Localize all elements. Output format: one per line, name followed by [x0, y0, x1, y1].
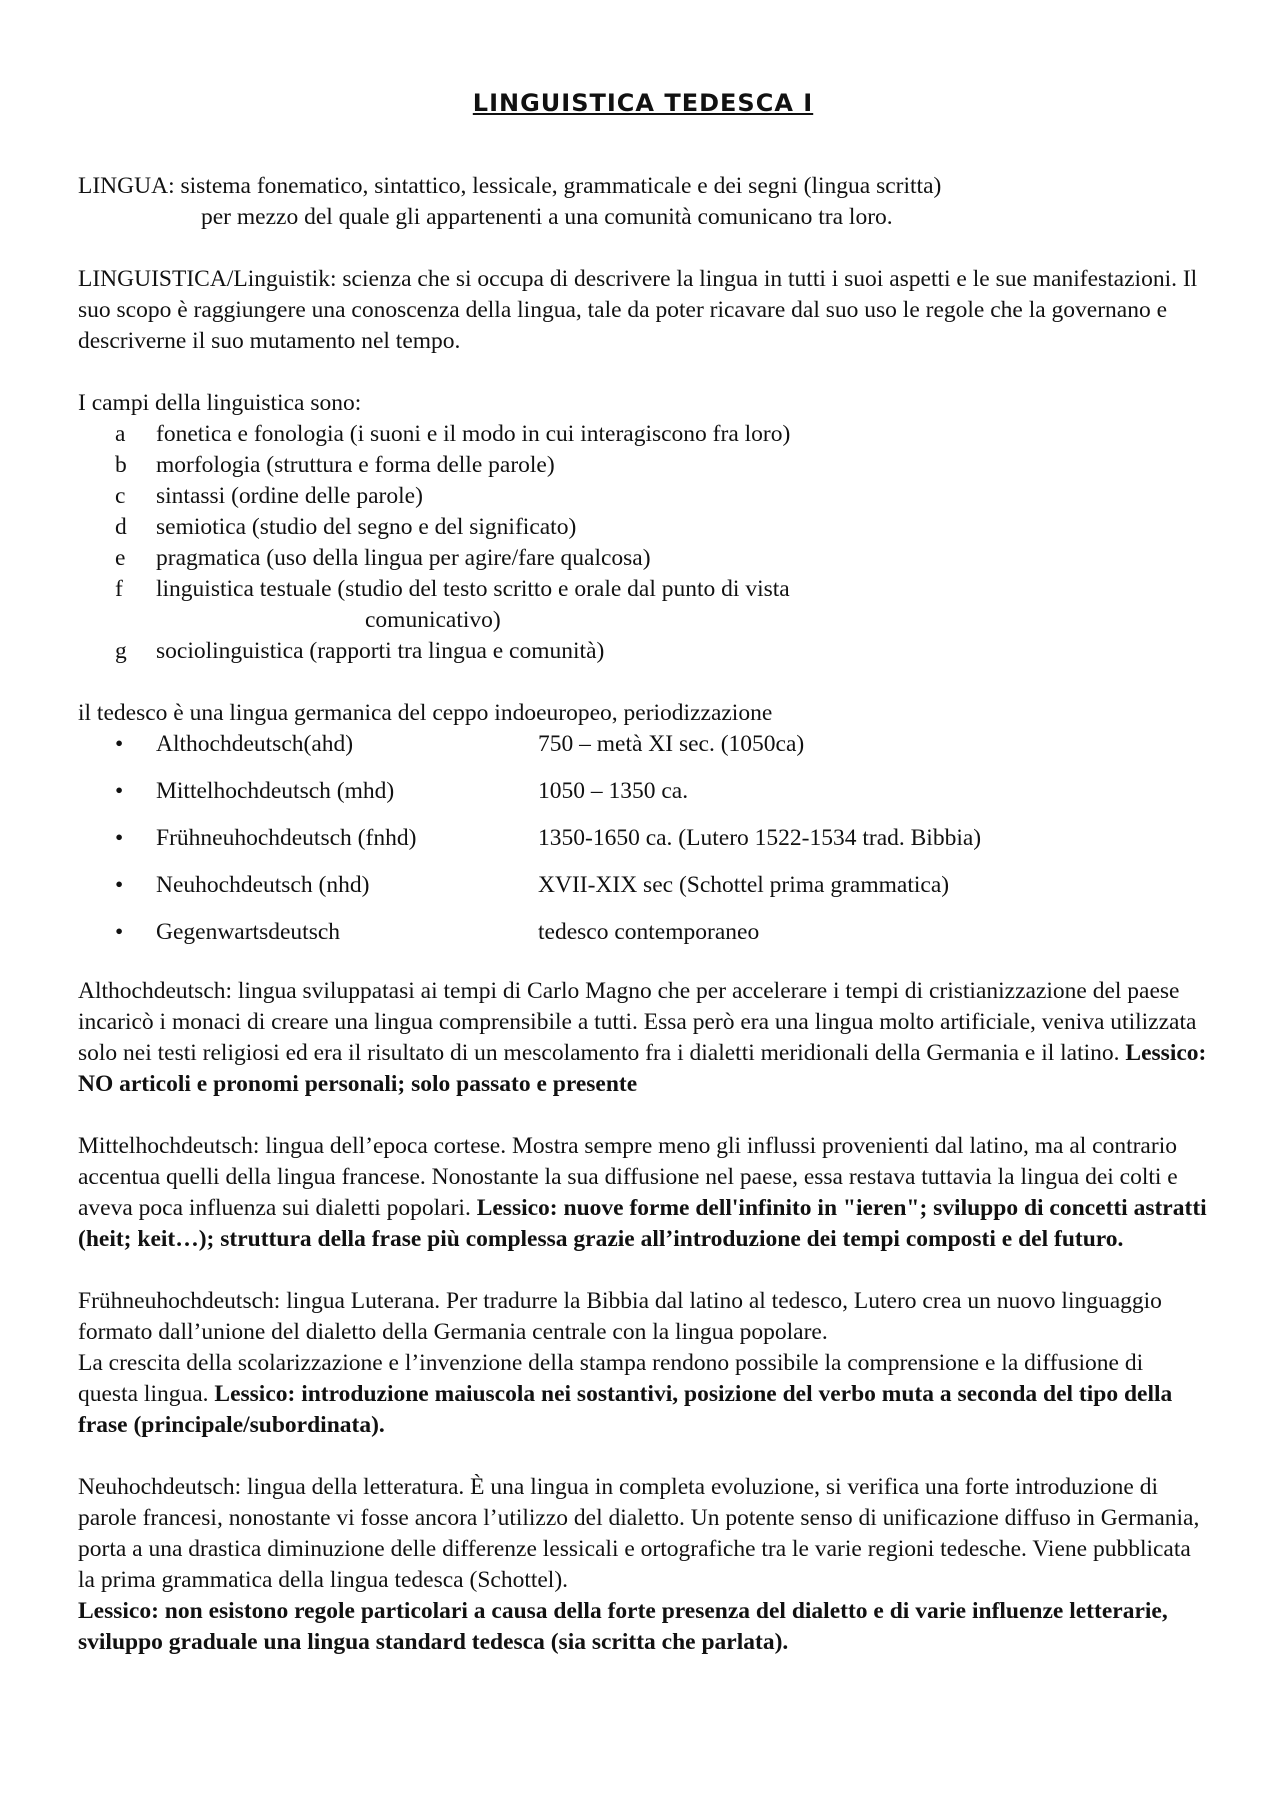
fnhd-text1: Frühneuhochdeutsch: lingua Luterana. Per tradurre la Bibbia dal latino al tedesco, Lutero crea un nuovo linguaggio formato dall’unione del dialetto della Germania centrale con la lingua popolare.	[78, 1288, 1162, 1345]
period-name: Gegenwartsdeutsch	[156, 919, 341, 945]
list-item	[78, 543, 1208, 574]
list-item	[78, 450, 1208, 481]
list-item	[78, 512, 1208, 543]
list-item-letter: b	[115, 452, 127, 478]
nhd-paragraph	[78, 1472, 1208, 1658]
period-name: Neuhochdeutsch (nhd)	[156, 872, 370, 898]
list-item	[78, 917, 1208, 964]
periodizzazione-intro: il tedesco è una lingua germanica del ceppo indoeuropeo, periodizzazione	[78, 700, 773, 726]
period-name: Frühneuhochdeutsch (fnhd)	[156, 825, 417, 851]
linguistica-definition: LINGUISTICA/Linguistik: scienza che si occupa di descrivere la lingua in tutti i suoi aspetti e le sue manifestazioni. Il suo scopo è raggiungere una conoscenza della lingua, tale da poter ricavare dal suo uso le regole che la governano e descriverne il suo mutamento nel tempo.	[78, 266, 1198, 354]
bullet-icon: •	[115, 872, 124, 898]
bullet-icon: •	[115, 778, 124, 804]
list-item-letter: e	[115, 545, 126, 571]
period-dates: 1050 – 1350 ca.	[538, 778, 689, 804]
list-item-letter: a	[115, 421, 126, 447]
list-item-text: sociolinguistica (rapporti tra lingua e comunità)	[156, 638, 605, 664]
list-item	[78, 870, 1208, 917]
ahd-lessico: Lessico: NO articoli e pronomi personali; solo passato e presente	[78, 1040, 1207, 1097]
mhd-lessico: Lessico: nuove forme dell'infinito in "ieren"; sviluppo di concetti astratti (heit; keit…); struttura della frase più complessa grazie all’introduzione dei tempi composti e del futuro.	[78, 1195, 1207, 1252]
list-item-continuation	[78, 605, 1208, 636]
campi-section	[78, 388, 1208, 667]
campi-list	[78, 419, 1208, 667]
list-item	[78, 776, 1208, 823]
page-title: LINGUISTICA TEDESCA I	[472, 89, 814, 117]
mhd-text: Mittelhochdeutsch: lingua dell’epoca cortese. Mostra sempre meno gli influssi provenienti dal latino, ma al contrario accentua quelli della lingua francese. Nonostante la sua diffusione nel paese, essa restava tuttavia la lingua dei colti e aveva poca influenza sui dialetti popolari.	[78, 1133, 1178, 1221]
fnhd-paragraph	[78, 1286, 1208, 1441]
periodizzazione-section	[78, 698, 1208, 964]
list-item	[78, 419, 1208, 450]
campi-intro: I campi della linguistica sono:	[78, 390, 362, 416]
list-item-text: morfologia (struttura e forma delle parole)	[156, 452, 555, 478]
period-dates: XVII-XIX sec (Schottel prima grammatica)	[538, 872, 950, 898]
list-item	[78, 481, 1208, 512]
fnhd-lessico: Lessico: introduzione maiuscola nei sostantivi, posizione del verbo muta a seconda del tipo della frase (principale/subordinata).	[78, 1381, 1173, 1438]
list-item-text: semiotica (studio del segno e del significato)	[156, 514, 577, 540]
list-item-text: pragmatica (uso della lingua per agire/fare qualcosa)	[156, 545, 651, 571]
list-item	[78, 729, 1208, 776]
bullet-icon: •	[115, 731, 124, 757]
nhd-text: Neuhochdeutsch: lingua della letteratura. È una lingua in completa evoluzione, si verifica una forte introduzione di parole francesi, nonostante vi fosse ancora l’utilizzo del dialetto. Un potente senso di unificazione diffuso in Germania, porta a una drastica diminuzione delle differenze lessicali e ortografiche tra le varie regioni tedesche. Viene pubblicata la prima grammatica della lingua tedesca (Schottel).	[78, 1474, 1200, 1593]
document-page	[78, 78, 1208, 1658]
fnhd-text2: La crescita della scolarizzazione e l’invenzione della stampa rendono possibile la comprensione e la diffusione di questa lingua.	[78, 1350, 1144, 1407]
period-dates: tedesco contemporaneo	[538, 919, 760, 945]
period-name: Althochdeutsch(ahd)	[156, 731, 354, 757]
ahd-text: Althochdeutsch: lingua sviluppatasi ai tempi di Carlo Magno che per accelerare i tempi di cristianizzazione del paese incaricò i monaci di creare una lingua comprensibile a tutti. Essa però era una lingua molto artificiale, veniva utilizzata solo nei testi religiosi ed era il risultato di un mescolamento fra i dialetti meridionali della Germania e il latino.	[78, 978, 1197, 1066]
lingua-definition	[78, 171, 1208, 233]
nhd-lessico: Lessico: non esistono regole particolari a causa della forte presenza del dialetto e di varie influenze letterarie, sviluppo graduale una lingua standard tedesca (sia scritta che parlata).	[78, 1598, 1168, 1655]
bullet-icon: •	[115, 825, 124, 851]
lingua-definition-line1: sistema fonematico, sintattico, lessicale, grammaticale e dei segni (lingua scritta)	[180, 173, 942, 199]
list-item	[78, 636, 1208, 667]
list-item-text: comunicativo)	[365, 607, 501, 633]
periodizzazione-list	[78, 729, 1208, 964]
period-dates: 750 – metà XI sec. (1050ca)	[538, 731, 805, 757]
lingua-definition-line2: per mezzo del quale gli appartenenti a una comunità comunicano tra loro.	[201, 204, 893, 230]
bullet-icon: •	[115, 919, 124, 945]
period-name: Mittelhochdeutsch (mhd)	[156, 778, 395, 804]
list-item	[78, 823, 1208, 870]
list-item-letter: f	[115, 576, 123, 602]
list-item	[78, 574, 1208, 605]
list-item-text: fonetica e fonologia (i suoni e il modo in cui interagiscono fra loro)	[156, 421, 791, 447]
lingua-term: LINGUA:	[78, 173, 181, 199]
list-item-letter: g	[115, 638, 127, 664]
ahd-paragraph	[78, 976, 1208, 1100]
list-item-text: sintassi (ordine delle parole)	[156, 483, 423, 509]
list-item-letter: d	[115, 514, 127, 540]
period-dates: 1350-1650 ca. (Lutero 1522-1534 trad. Bibbia)	[538, 825, 982, 851]
list-item-text: linguistica testuale (studio del testo scritto e orale dal punto di vista	[156, 576, 790, 602]
list-item-letter: c	[115, 483, 126, 509]
mhd-paragraph	[78, 1131, 1208, 1255]
